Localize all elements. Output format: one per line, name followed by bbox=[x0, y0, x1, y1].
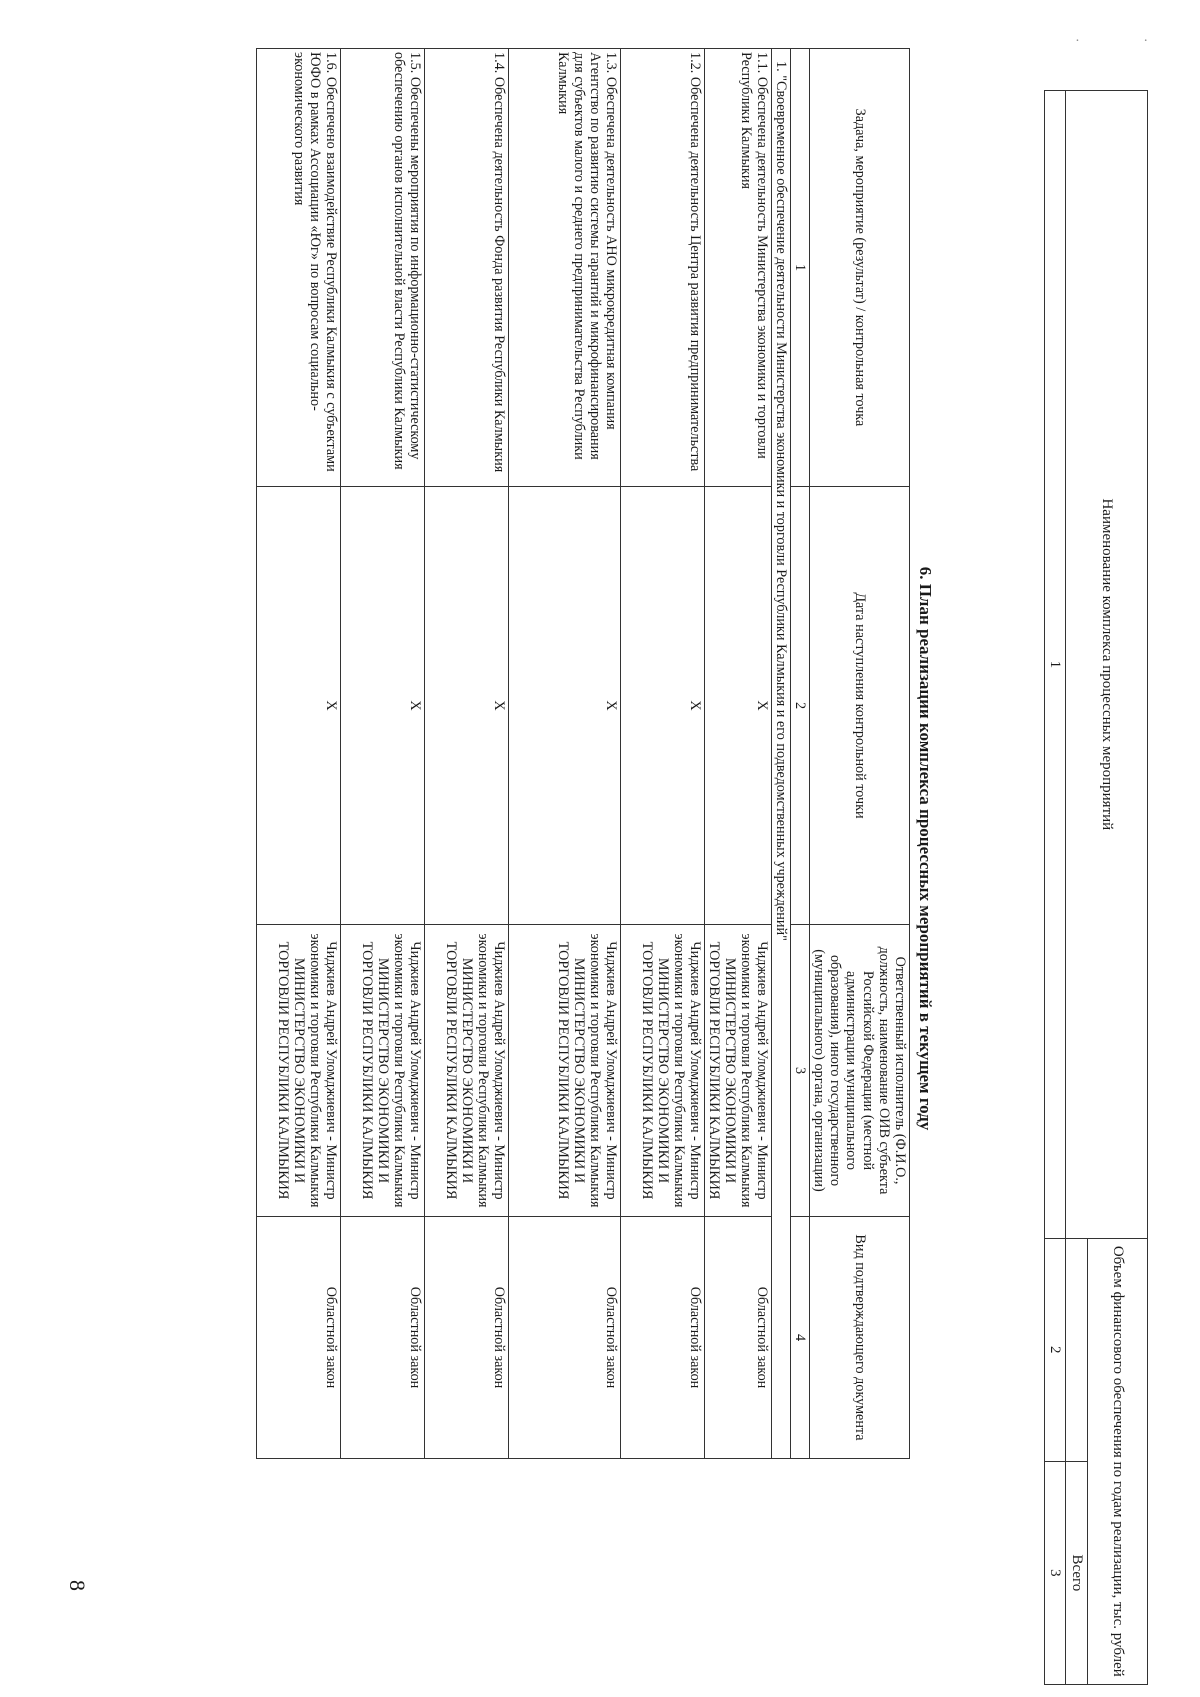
row-executor: Чиджиев Андрей Уломджиевич - Министр экономики и торговли Республики Калмыкия МИНИСТЕРСТВО ЭКОНОМИКИ И ТОРГОВЛИ РЕСПУБЛИКИ КАЛМЫКИЯ bbox=[340, 925, 424, 1217]
row-date: X bbox=[256, 487, 340, 925]
summary-col2-header: Объем финансового обеспечения по годам реализации, тыс. рублей bbox=[1088, 1238, 1148, 1684]
group-title: 1. "Своевременное обеспечение деятельности Министерства экономики и торговли Республики Калмыкия и его подведомственных учреждений" bbox=[771, 49, 790, 1459]
header-date: Дата наступления контрольной точки bbox=[810, 487, 910, 925]
row-doc: Областной закон bbox=[256, 1217, 340, 1459]
summary-num2: 2 bbox=[1045, 1238, 1067, 1461]
table-row bbox=[704, 49, 771, 1459]
row-task: 1.4. Обеспечена деятельность Фонда развития Республики Калмыкия bbox=[424, 49, 508, 487]
col-number-3: 3 bbox=[790, 925, 809, 1217]
table-row bbox=[340, 49, 424, 1459]
row-doc: Областной закон bbox=[704, 1217, 771, 1459]
table-row bbox=[256, 49, 340, 1459]
row-task: 1.2. Обеспечена деятельность Центра развития предпринимательства bbox=[620, 49, 704, 487]
row-doc: Областной закон bbox=[620, 1217, 704, 1459]
summary-col1-header: Наименование комплекса процессных мероприятий bbox=[1066, 91, 1148, 1239]
header-task: Задача, мероприятие (результат) / контрольная точка bbox=[810, 49, 910, 487]
header-doc: Вид подтверждающего документа bbox=[810, 1217, 910, 1459]
summary-num1: 1 bbox=[1045, 91, 1067, 1239]
section-title: 6. План реализации комплекса процессных мероприятий в текущем году bbox=[916, 566, 935, 1131]
row-task: 1.1. Обеспечена деятельность Министерства экономики и торговли Республики Калмыкия bbox=[704, 49, 771, 487]
row-executor: Чиджиев Андрей Уломджиевич - Министр экономики и торговли Республики Калмыкия МИНИСТЕРСТВО ЭКОНОМИКИ И ТОРГОВЛИ РЕСПУБЛИКИ КАЛМЫКИЯ bbox=[256, 925, 340, 1217]
row-executor: Чиджиев Андрей Уломджиевич - Министр экономики и торговли Республики Калмыкия МИНИСТЕРСТВО ЭКОНОМИКИ И ТОРГОВЛИ РЕСПУБЛИКИ КАЛМЫКИЯ bbox=[704, 925, 771, 1217]
row-executor: Чиджиев Андрей Уломджиевич - Министр экономики и торговли Республики Калмыкия МИНИСТЕРСТВО ЭКОНОМИКИ И ТОРГОВЛИ РЕСПУБЛИКИ КАЛМЫКИЯ bbox=[424, 925, 508, 1217]
col-number-2: 2 bbox=[790, 487, 809, 925]
row-executor: Чиджиев Андрей Уломджиевич - Министр экономики и торговли Республики Калмыкия МИНИСТЕРСТВО ЭКОНОМИКИ И ТОРГОВЛИ РЕСПУБЛИКИ КАЛМЫКИЯ bbox=[620, 925, 704, 1217]
row-doc: Областной закон bbox=[424, 1217, 508, 1459]
financing-summary-table bbox=[1044, 90, 1148, 1685]
row-date: X bbox=[424, 487, 508, 925]
row-task: 1.5. Обеспечены мероприятия по информационно-статистическому обеспечению органов исполнительной власти Республики Калмыкия bbox=[340, 49, 424, 487]
summary-num3: 3 bbox=[1045, 1461, 1067, 1684]
row-task: 1.3. Обеспечена деятельность АНО микрокредитная компания Агентство по развитию системы гарантий и микрофинансирования для субъектов малого и среднего предпринимательства Республики Калмыкия bbox=[508, 49, 620, 487]
plan-table bbox=[256, 48, 910, 1459]
row-date: X bbox=[620, 487, 704, 925]
row-task: 1.6. Обеспечено взаимодействие Республики Калмыкия с субъектами ЮФО в рамках Ассоциации «Юг» по вопросам социально-экономического развития bbox=[256, 49, 340, 487]
table-row bbox=[508, 49, 620, 1459]
row-doc: Областной закон bbox=[508, 1217, 620, 1459]
page-number: 8 bbox=[65, 1580, 90, 1591]
col-number-4: 4 bbox=[790, 1217, 809, 1459]
row-date: X bbox=[508, 487, 620, 925]
scan-artifact: · · bbox=[1075, 34, 1178, 49]
summary-total-header: Всего bbox=[1066, 1461, 1088, 1684]
row-doc: Областной закон bbox=[340, 1217, 424, 1459]
table-row bbox=[620, 49, 704, 1459]
row-date: X bbox=[704, 487, 771, 925]
row-date: X bbox=[340, 487, 424, 925]
row-executor: Чиджиев Андрей Уломджиевич - Министр экономики и торговли Республики Калмыкия МИНИСТЕРСТВО ЭКОНОМИКИ И ТОРГОВЛИ РЕСПУБЛИКИ КАЛМЫКИЯ bbox=[508, 925, 620, 1217]
col-number-1: 1 bbox=[790, 49, 809, 487]
header-executor: Ответственный исполнитель (Ф.И.О., должность, наименование ОИВ субъекта Российской Федерации (местной администрации муниципального образования), иного государственного (муниципального) органа, организации) bbox=[810, 925, 910, 1217]
table-row bbox=[424, 49, 508, 1459]
